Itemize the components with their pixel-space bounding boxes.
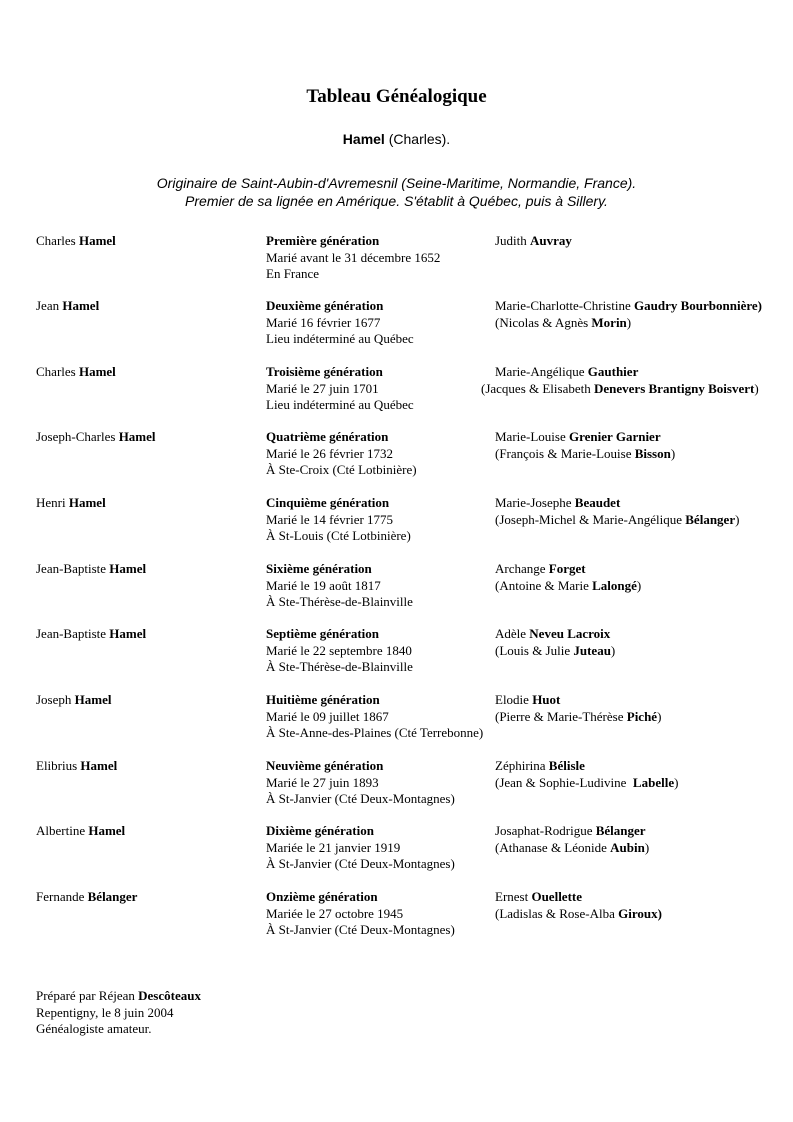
origin-line-1: Originaire de Saint-Aubin-d'Avremesnil (Seine-Maritime, Normandie, France).: [156, 175, 637, 191]
ancestor-name: Joseph Hamel: [36, 692, 112, 707]
spouse-parents: (Jacques & Elisabeth Denevers Brantigny Boisvert): [481, 380, 759, 396]
ancestor-name: Jean-Baptiste Hamel: [36, 626, 147, 641]
spouse-info: [481, 364, 759, 397]
marriage-info: [266, 626, 413, 676]
marriage-date: Marié le 22 septembre 1840: [266, 642, 412, 658]
marriage-place: À St-Janvier (Cté Deux-Montagnes): [266, 791, 455, 806]
generation-label: Première génération: [266, 233, 380, 248]
ancestor-name: Jean-Baptiste Hamel: [36, 561, 147, 576]
ancestor-name: Charles Hamel: [36, 233, 116, 248]
marriage-place: À Ste-Anne-des-Plaines (Cté Terrebonne): [266, 725, 484, 740]
spouse-name: Archange Forget: [495, 561, 586, 576]
spouse-name: Marie-Josephe Beaudet: [495, 495, 621, 510]
generation-row: [0, 692, 793, 752]
spouse-parents: (Nicolas & Agnès Morin): [495, 314, 632, 330]
marriage-place: À Ste-Thérèse-de-Blainville: [266, 594, 413, 609]
spouse-info: [495, 692, 661, 725]
spouse-name: Marie-Louise Grenier Garnier: [495, 429, 661, 444]
marriage-place: À Ste-Thérèse-de-Blainville: [266, 659, 413, 674]
generation-row: [0, 233, 793, 293]
marriage-info: [266, 692, 483, 742]
generation-row: [0, 626, 793, 686]
spouse-name: Marie-Charlotte-Christine Gaudry Bourbonnière): [495, 298, 762, 313]
ancestor-name: Joseph-Charles Hamel: [36, 429, 156, 444]
spouse-info: [495, 889, 662, 922]
place-date: Repentigny, le 8 juin 2004: [36, 1004, 174, 1020]
subject-given: (Charles).: [388, 131, 451, 147]
marriage-place: À St-Louis (Cté Lotbinière): [266, 528, 411, 543]
marriage-info: [266, 758, 455, 808]
generation-row: [0, 429, 793, 489]
page-title: Tableau Généalogique: [306, 86, 487, 107]
preparer-signature: [36, 988, 201, 1038]
spouse-info: [495, 429, 675, 462]
generation-row: [0, 758, 793, 818]
marriage-date: Marié le 27 juin 1893: [266, 774, 379, 790]
spouse-name: Marie-Angélique Gauthier: [495, 364, 639, 379]
marriage-place: À St-Janvier (Cté Deux-Montagnes): [266, 856, 455, 871]
spouse-info: [495, 233, 572, 250]
marriage-info: [266, 298, 414, 348]
spouse-name: Zéphirina Bélisle: [495, 758, 585, 773]
marriage-info: [266, 429, 417, 479]
spouse-name: Adèle Neveu Lacroix: [495, 626, 611, 641]
spouse-name: Josaphat-Rodrigue Bélanger: [495, 823, 646, 838]
marriage-date: Mariée le 27 octobre 1945: [266, 905, 404, 921]
subject-heading: [0, 131, 793, 147]
generation-label: Huitième génération: [266, 692, 380, 707]
marriage-date: Marié le 14 février 1775: [266, 511, 394, 527]
marriage-place: À St-Janvier (Cté Deux-Montagnes): [266, 922, 455, 937]
marriage-date: Marié 16 février 1677: [266, 314, 381, 330]
generation-row: [0, 298, 793, 358]
generation-label: Quatrième génération: [266, 429, 389, 444]
generation-label: Onzième génération: [266, 889, 378, 904]
origin-note: [0, 174, 793, 210]
ancestor-name: Fernande Bélanger: [36, 889, 138, 904]
ancestor-name: Charles Hamel: [36, 364, 116, 379]
marriage-date: Mariée le 21 janvier 1919: [266, 839, 401, 855]
ancestor-name: Albertine Hamel: [36, 823, 126, 838]
marriage-info: [266, 495, 411, 545]
spouse-name: Elodie Huot: [495, 692, 561, 707]
ancestor-name: Jean Hamel: [36, 298, 100, 313]
spouse-info: [495, 495, 739, 528]
generation-label: Deuxième génération: [266, 298, 384, 313]
spouse-name: Ernest Ouellette: [495, 889, 583, 904]
marriage-info: [266, 889, 455, 939]
generation-row: [0, 364, 793, 424]
generation-label: Troisième génération: [266, 364, 383, 379]
generation-label: Neuvième génération: [266, 758, 384, 773]
generation-row: [0, 495, 793, 555]
marriage-place: En France: [266, 266, 320, 281]
spouse-parents: (Athanase & Léonide Aubin): [495, 839, 650, 855]
generation-label: Cinquième génération: [266, 495, 390, 510]
spouse-parents: (Joseph-Michel & Marie-Angélique Bélanger): [495, 511, 740, 527]
author-role: Généalogiste amateur.: [36, 1021, 152, 1036]
marriage-place: À Ste-Croix (Cté Lotbinière): [266, 462, 417, 477]
spouse-info: [495, 626, 615, 659]
spouse-info: [495, 298, 762, 331]
generation-row: [0, 889, 793, 949]
spouse-info: [495, 561, 641, 594]
spouse-parents: (Ladislas & Rose-Alba Giroux): [495, 905, 662, 921]
marriage-place: Lieu indéterminé au Québec: [266, 397, 414, 412]
spouse-parents: (Antoine & Marie Lalongé): [495, 577, 642, 593]
marriage-place: Lieu indéterminé au Québec: [266, 331, 414, 346]
spouse-info: [495, 758, 678, 791]
marriage-date: Marié le 09 juillet 1867: [266, 708, 389, 724]
spouse-parents: (Jean & Sophie-Ludivine Labelle): [495, 774, 679, 790]
subject-surname: Hamel: [342, 131, 385, 147]
generation-label: Dixième génération: [266, 823, 374, 838]
marriage-info: [266, 364, 414, 414]
ancestor-name: Elibrius Hamel: [36, 758, 118, 773]
marriage-date: Marié avant le 31 décembre 1652: [266, 249, 441, 265]
prepared-by: Préparé par Réjean Descôteaux: [36, 988, 201, 1003]
generation-label: Septième génération: [266, 626, 380, 641]
spouse-parents: (Louis & Julie Juteau): [495, 642, 616, 658]
marriage-info: [266, 823, 455, 873]
marriage-info: [266, 233, 440, 283]
marriage-date: Marié le 19 août 1817: [266, 577, 381, 593]
spouse-parents: (Pierre & Marie-Thérèse Piché): [495, 708, 662, 724]
origin-line-2: Premier de sa lignée en Amérique. S'établit à Québec, puis à Sillery.: [185, 193, 608, 209]
generation-label: Sixième génération: [266, 561, 372, 576]
spouse-parents: (François & Marie-Louise Bisson): [495, 445, 676, 461]
ancestor-name: Henri Hamel: [36, 495, 106, 510]
marriage-date: Marié le 27 juin 1701: [266, 380, 379, 396]
marriage-date: Marié le 26 février 1732: [266, 445, 394, 461]
spouse-info: [495, 823, 649, 856]
generation-row: [0, 823, 793, 883]
spouse-name: Judith Auvray: [495, 233, 572, 248]
generation-row: [0, 561, 793, 621]
marriage-info: [266, 561, 413, 611]
